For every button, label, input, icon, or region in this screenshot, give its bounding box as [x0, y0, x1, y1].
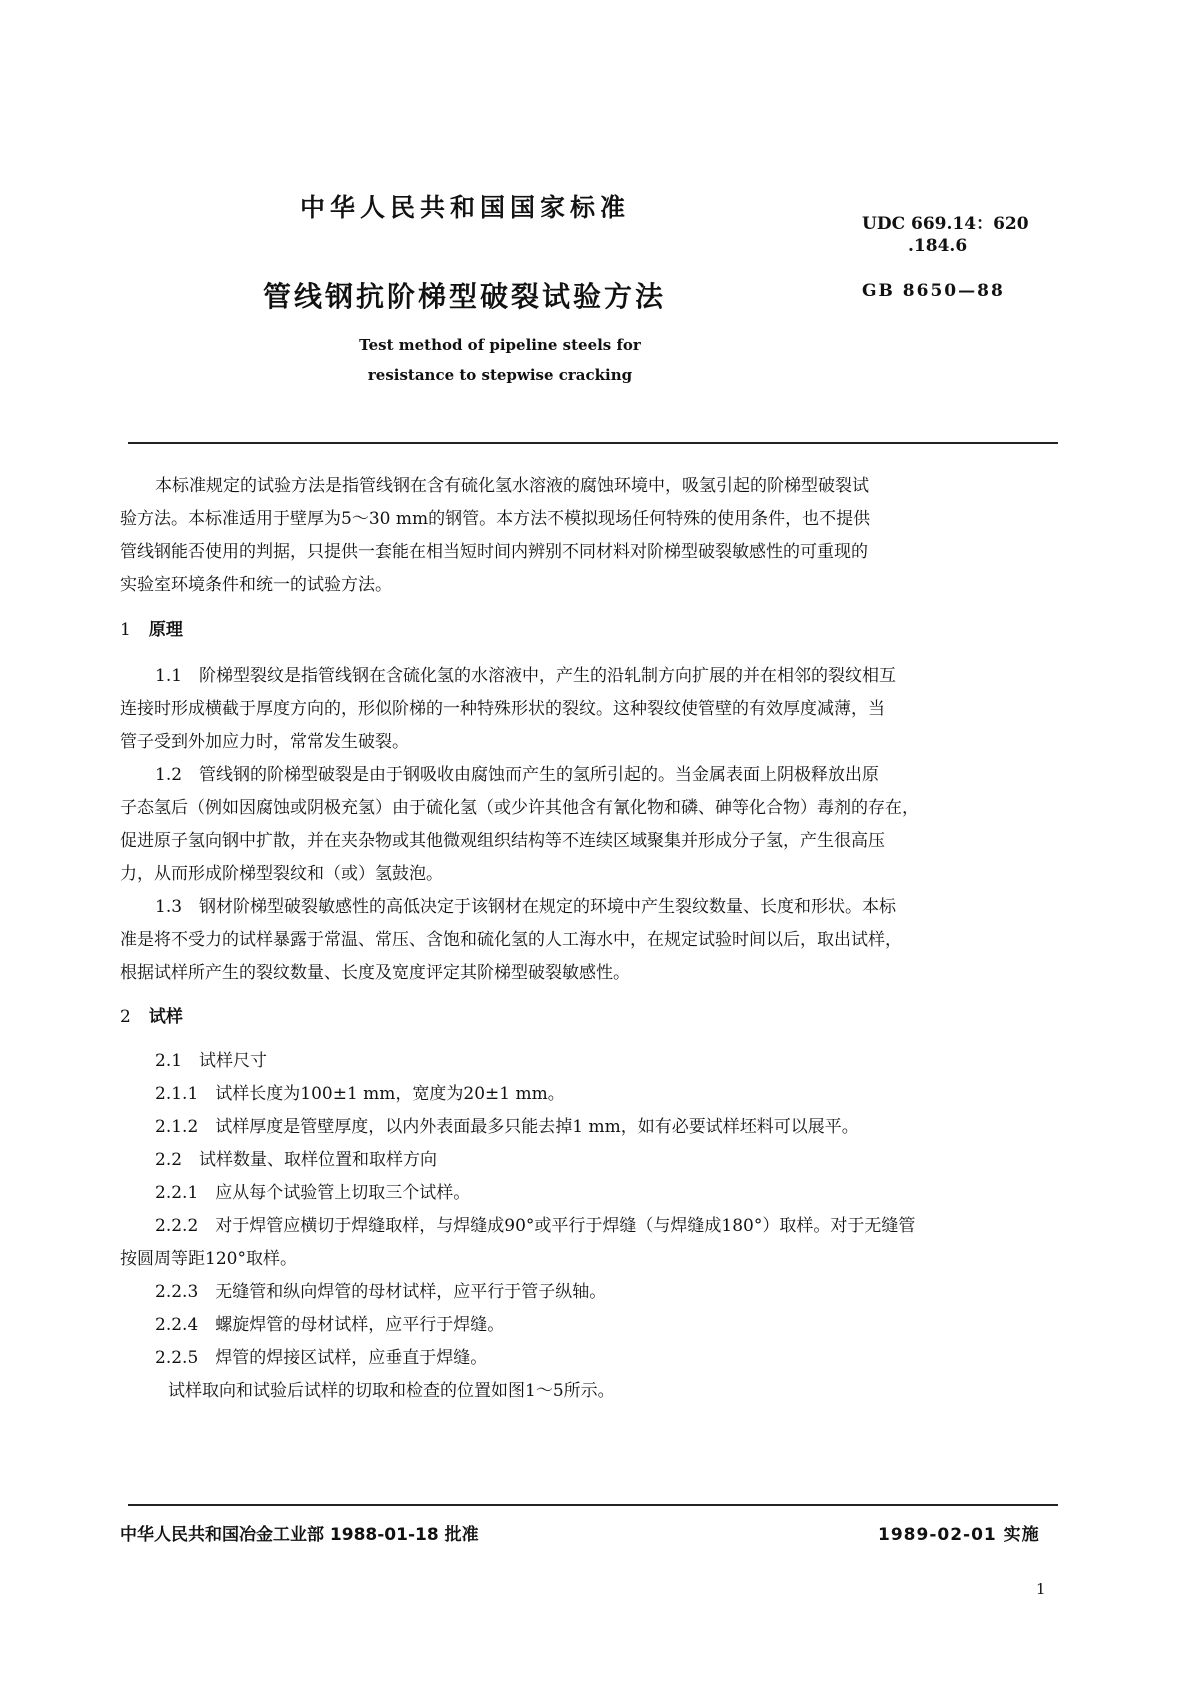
clause-line: 2.1.2 试样厚度是管壁厚度，以内外表面最多只能去掉1 mm，如有必要试样坯料可以展平。: [155, 1117, 859, 1137]
clause-line: 2.2.4 螺旋焊管的母材试样，应平行于焊缝。: [155, 1315, 505, 1335]
intro-line: 本标准规定的试验方法是指管线钢在含有硫化氢水溶液的腐蚀环境中，吸氢引起的阶梯型破裂试: [155, 476, 869, 496]
document-title: 管线钢抗阶梯型破裂试验方法: [263, 280, 667, 313]
clause-line: 2.1 试样尺寸: [155, 1051, 268, 1071]
standard-number: GB 8650—88: [862, 281, 1005, 301]
section-title: 原理: [148, 620, 183, 640]
section-1-heading: [120, 615, 183, 640]
clause-1-3-line: 1.3 钢材阶梯型破裂敏感性的高低决定于该钢材在规定的环境中产生裂纹数量、长度和形状。本标: [155, 897, 897, 917]
section-number: 2: [120, 1007, 131, 1027]
udc-code-continuation: .184.6: [908, 236, 968, 256]
clause-line: 2.2 试样数量、取样位置和取样方向: [155, 1150, 438, 1170]
approval-statement: 中华人民共和国冶金工业部 1988-01-18 批准: [120, 1525, 479, 1545]
section-2-heading: [120, 1002, 183, 1027]
clause-1-2-line: 促进原子氢向钢中扩散，并在夹杂物或其他微观组织结构等不连续区域聚集并形成分子氢，产生很高压: [120, 831, 885, 851]
clause-line: 2.2.3 无缝管和纵向焊管的母材试样，应平行于管子纵轴。: [155, 1282, 607, 1302]
intro-line: 验方法。本标准适用于壁厚为5～30 mm的钢管。本方法不模拟现场任何特殊的使用条件，也不提供: [120, 509, 871, 529]
clause-1-1-line: 1.1 阶梯型裂纹是指管线钢在含硫化氢的水溶液中，产生的沿轧制方向扩展的并在相邻的裂纹相互: [155, 666, 897, 686]
section-number: 1: [120, 620, 131, 640]
english-title-line-1: Test method of pipeline steels for: [359, 336, 641, 354]
english-title-line-2: resistance to stepwise cracking: [367, 366, 633, 384]
clause-1-3-line: 根据试样所产生的裂纹数量、长度及宽度评定其阶梯型破裂敏感性。: [120, 963, 630, 983]
clause-1-2-line: 力，从而形成阶梯型裂纹和（或）氢鼓泡。: [120, 864, 443, 884]
intro-line: 管线钢能否使用的判据，只提供一套能在相当短时间内辨别不同材料对阶梯型破裂敏感性的可重现的: [120, 542, 868, 562]
clause-line: 按圆周等距120°取样。: [120, 1249, 297, 1269]
clause-1-1-line: 连接时形成横截于厚度方向的，形似阶梯的一种特殊形状的裂纹。这种裂纹使管壁的有效厚度减薄，当: [120, 699, 885, 719]
header-divider: [128, 442, 1058, 444]
clause-line: 2.2.2 对于焊管应横切于焊缝取样，与焊缝成90°或平行于焊缝（与焊缝成180°）取样。对于无缝管: [155, 1216, 916, 1236]
clause-line: 2.2.1 应从每个试验管上切取三个试样。: [155, 1183, 471, 1203]
clause-1-2-line: 子态氢后（例如因腐蚀或阴极充氢）由于硫化氢（或少许其他含有氰化物和磷、砷等化合物）毒剂的存在，: [120, 798, 919, 818]
clause-1-1-line: 管子受到外加应力时，常常发生破裂。: [120, 732, 409, 752]
figure-reference-line: 试样取向和试验后试样的切取和检查的位置如图1～5所示。: [168, 1381, 615, 1401]
page-number: 1: [1036, 1580, 1046, 1598]
effective-date: 1989-02-01 实施: [878, 1525, 1040, 1545]
clause-1-3-line: 准是将不受力的试样暴露于常温、常压、含饱和硫化氢的人工海水中，在规定试验时间以后，取出试样，: [120, 930, 902, 950]
clause-1-2-line: 1.2 管线钢的阶梯型破裂是由于钢吸收由腐蚀而产生的氢所引起的。当金属表面上阴极释放出原: [155, 765, 880, 785]
clause-line: 2.1.1 试样长度为100±1 mm，宽度为20±1 mm。: [155, 1084, 565, 1104]
clause-line: 2.2.5 焊管的焊接区试样，应垂直于焊缝。: [155, 1348, 488, 1368]
section-title: 试样: [148, 1007, 183, 1027]
udc-code: UDC 669.14：620: [862, 214, 1029, 234]
issuing-authority-title: 中华人民共和国国家标准: [300, 193, 631, 222]
footer-divider: [128, 1504, 1058, 1506]
intro-line: 实验室环境条件和统一的试验方法。: [120, 575, 392, 595]
